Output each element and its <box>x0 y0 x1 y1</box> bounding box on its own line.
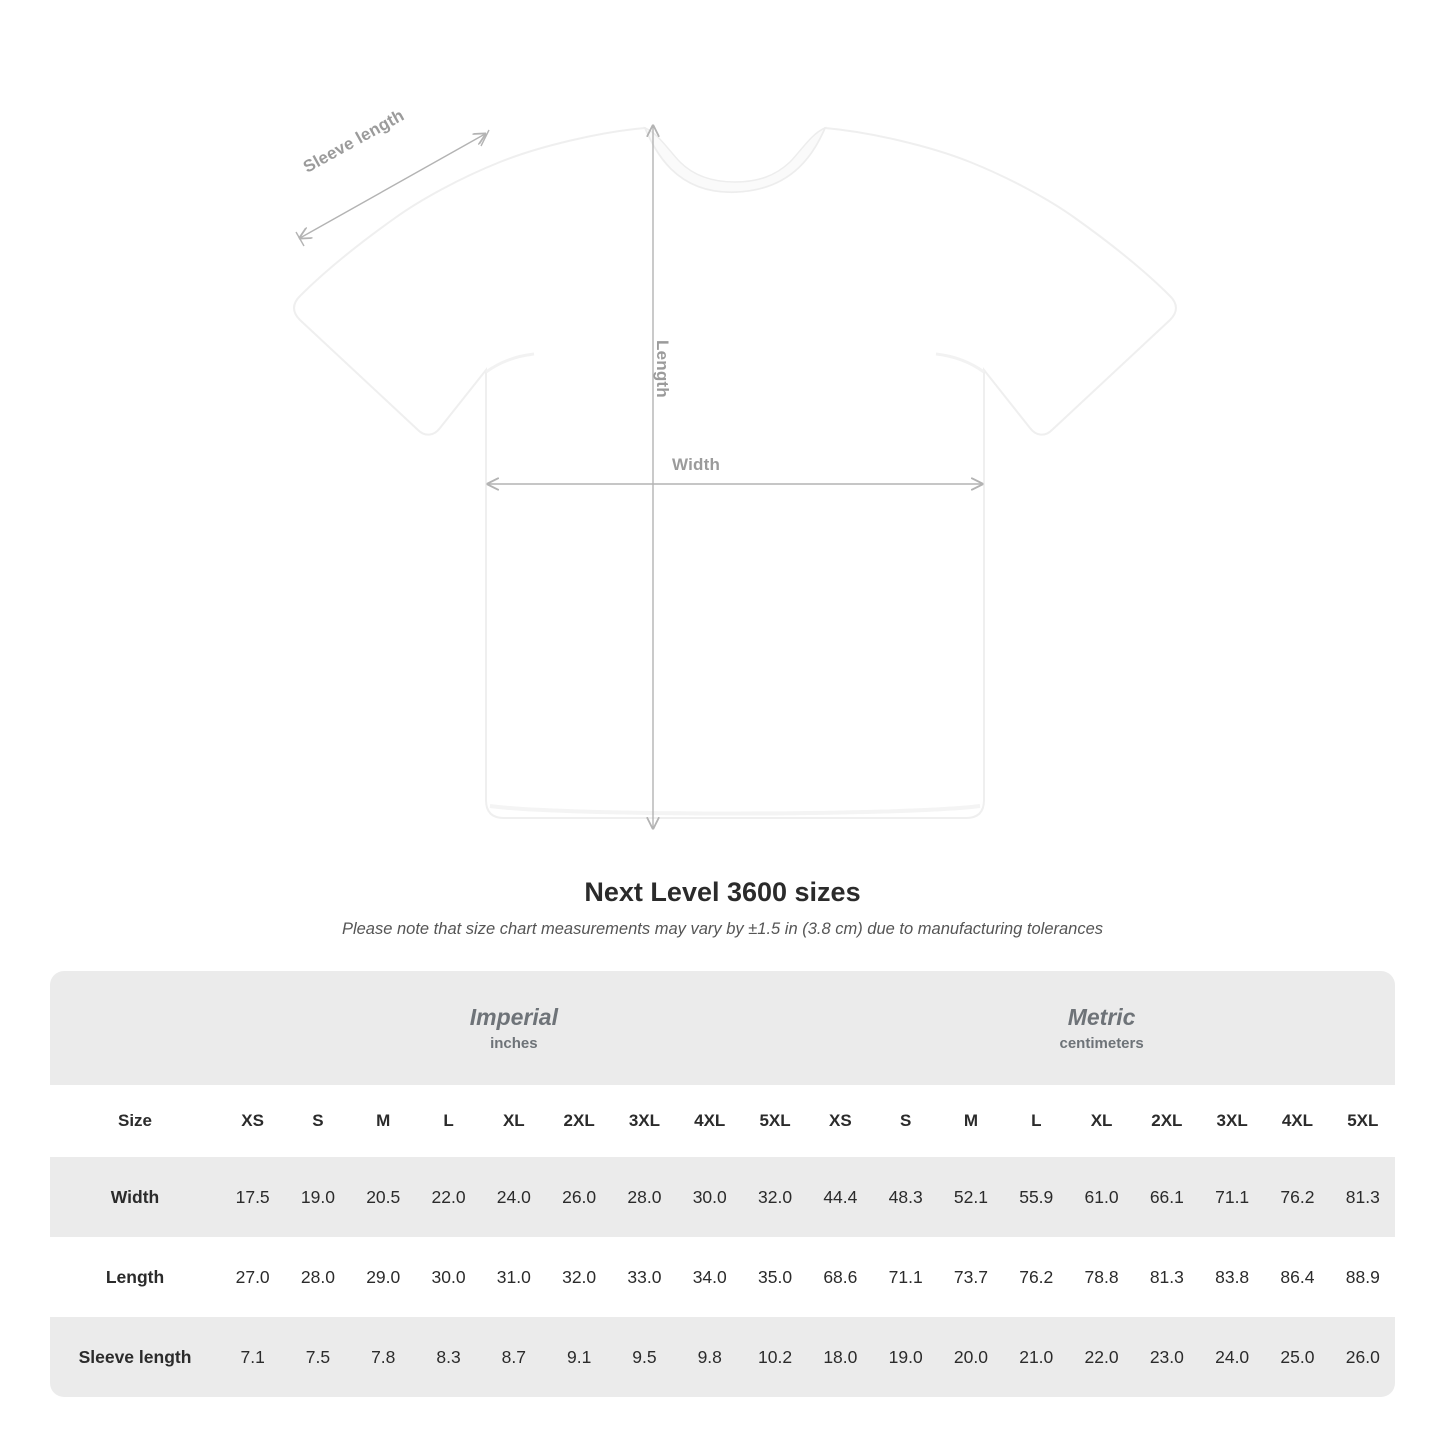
page-title: Next Level 3600 sizes <box>584 877 861 907</box>
system-name-imperial: Imperial <box>469 1003 558 1030</box>
cell-sleeve-metric-2xl: 23.0 <box>1134 1317 1199 1397</box>
cell-length-imperial-3xl: 33.0 <box>612 1237 677 1317</box>
size-header-metric-2xl: 2XL <box>1134 1085 1199 1157</box>
cell-width-metric-l: 55.9 <box>1004 1157 1069 1237</box>
cell-width-metric-3xl: 71.1 <box>1200 1157 1265 1237</box>
size-header-metric-5xl: 5XL <box>1330 1085 1395 1157</box>
width-label: Width <box>672 455 721 474</box>
cell-length-metric-l: 76.2 <box>1004 1237 1069 1317</box>
size-header-imperial-2xl: 2XL <box>546 1085 611 1157</box>
cell-sleeve-imperial-3xl: 9.5 <box>612 1317 677 1397</box>
cell-length-imperial-5xl: 35.0 <box>742 1237 807 1317</box>
size-header-cell: Size <box>50 1085 220 1157</box>
row-label-length: Length <box>50 1237 220 1317</box>
size-header-imperial-xl: XL <box>481 1085 546 1157</box>
size-header-metric-3xl: 3XL <box>1200 1085 1265 1157</box>
cell-width-metric-m: 52.1 <box>938 1157 1003 1237</box>
cell-width-metric-xs: 44.4 <box>808 1157 873 1237</box>
cell-length-metric-s: 71.1 <box>873 1237 938 1317</box>
size-header-metric-l: L <box>1004 1085 1069 1157</box>
cell-length-metric-m: 73.7 <box>938 1237 1003 1317</box>
cell-width-metric-xl: 61.0 <box>1069 1157 1134 1237</box>
cell-length-imperial-xs: 27.0 <box>220 1237 285 1317</box>
size-header-imperial-3xl: 3XL <box>612 1085 677 1157</box>
cell-sleeve-metric-xs: 18.0 <box>808 1317 873 1397</box>
size-header-metric-xl: XL <box>1069 1085 1134 1157</box>
cell-length-imperial-xl: 31.0 <box>481 1237 546 1317</box>
table-row <box>50 1317 1395 1397</box>
cell-sleeve-imperial-s: 7.5 <box>285 1317 350 1397</box>
cell-sleeve-imperial-l: 8.3 <box>416 1317 481 1397</box>
size-header-metric-xs: XS <box>808 1085 873 1157</box>
cell-width-imperial-5xl: 32.0 <box>742 1157 807 1237</box>
table-row <box>50 1237 1395 1317</box>
cell-length-metric-3xl: 83.8 <box>1200 1237 1265 1317</box>
size-table <box>50 971 1395 1397</box>
cell-width-imperial-xs: 17.5 <box>220 1157 285 1237</box>
row-label-width: Width <box>50 1157 220 1237</box>
size-header-imperial-5xl: 5XL <box>742 1085 807 1157</box>
cell-length-metric-xs: 68.6 <box>808 1237 873 1317</box>
system-unit-metric: centimeters <box>1059 1035 1144 1053</box>
cell-width-imperial-l: 22.0 <box>416 1157 481 1237</box>
cell-sleeve-metric-xl: 22.0 <box>1069 1317 1134 1397</box>
size-header-imperial-m: M <box>351 1085 416 1157</box>
tshirt-shape <box>294 128 1176 818</box>
cell-width-imperial-3xl: 28.0 <box>612 1157 677 1237</box>
cell-width-imperial-m: 20.5 <box>351 1157 416 1237</box>
cell-width-metric-4xl: 76.2 <box>1265 1157 1330 1237</box>
cell-sleeve-metric-5xl: 26.0 <box>1330 1317 1395 1397</box>
cell-sleeve-imperial-xs: 7.1 <box>220 1317 285 1397</box>
cell-length-metric-2xl: 81.3 <box>1134 1237 1199 1317</box>
system-unit-imperial: inches <box>490 1035 538 1053</box>
cell-sleeve-imperial-4xl: 9.8 <box>677 1317 742 1397</box>
row-label-sleeve-length: Sleeve length <box>50 1317 220 1397</box>
size-header-imperial-xs: XS <box>220 1085 285 1157</box>
system-header-row <box>50 971 1395 1085</box>
cell-sleeve-imperial-xl: 8.7 <box>481 1317 546 1397</box>
cell-sleeve-imperial-5xl: 10.2 <box>742 1317 807 1397</box>
size-header-imperial-l: L <box>416 1085 481 1157</box>
cell-sleeve-metric-m: 20.0 <box>938 1317 1003 1397</box>
table-row <box>50 1157 1395 1237</box>
size-header-metric-s: S <box>873 1085 938 1157</box>
size-header-row <box>50 1085 1395 1157</box>
size-header-metric-m: M <box>938 1085 1003 1157</box>
cell-width-metric-s: 48.3 <box>873 1157 938 1237</box>
cell-sleeve-metric-3xl: 24.0 <box>1200 1317 1265 1397</box>
cell-length-metric-5xl: 88.9 <box>1330 1237 1395 1317</box>
cell-length-imperial-m: 29.0 <box>351 1237 416 1317</box>
size-header-imperial-4xl: 4XL <box>677 1085 742 1157</box>
system-header-metric <box>808 971 1395 1085</box>
cell-length-metric-xl: 78.8 <box>1069 1237 1134 1317</box>
system-header-imperial <box>220 971 808 1085</box>
cell-width-imperial-xl: 24.0 <box>481 1157 546 1237</box>
system-header-spacer <box>50 971 220 1085</box>
cell-sleeve-metric-4xl: 25.0 <box>1265 1317 1330 1397</box>
sleeve-length-label: Sleeve length <box>300 105 408 177</box>
cell-length-imperial-l: 30.0 <box>416 1237 481 1317</box>
cell-sleeve-metric-l: 21.0 <box>1004 1317 1069 1397</box>
size-header-metric-4xl: 4XL <box>1265 1085 1330 1157</box>
cell-width-imperial-4xl: 30.0 <box>677 1157 742 1237</box>
cell-sleeve-imperial-m: 7.8 <box>351 1317 416 1397</box>
tolerance-note: Please note that size chart measurements may vary by ±1.5 in (3.8 cm) due to manufacturing tolerances <box>341 920 1104 938</box>
cell-length-imperial-4xl: 34.0 <box>677 1237 742 1317</box>
cell-length-imperial-s: 28.0 <box>285 1237 350 1317</box>
size-header-imperial-s: S <box>285 1085 350 1157</box>
title-block <box>0 877 1445 939</box>
cell-width-metric-2xl: 66.1 <box>1134 1157 1199 1237</box>
cell-length-metric-4xl: 86.4 <box>1265 1237 1330 1317</box>
cell-sleeve-metric-s: 19.0 <box>873 1317 938 1397</box>
cell-width-imperial-s: 19.0 <box>285 1157 350 1237</box>
system-name-metric: Metric <box>1067 1003 1136 1030</box>
size-table-wrapper <box>50 971 1395 1397</box>
cell-length-imperial-2xl: 32.0 <box>546 1237 611 1317</box>
cell-width-imperial-2xl: 26.0 <box>546 1157 611 1237</box>
length-label: Length <box>653 340 672 398</box>
cell-sleeve-imperial-2xl: 9.1 <box>546 1317 611 1397</box>
cell-width-metric-5xl: 81.3 <box>1330 1157 1395 1237</box>
